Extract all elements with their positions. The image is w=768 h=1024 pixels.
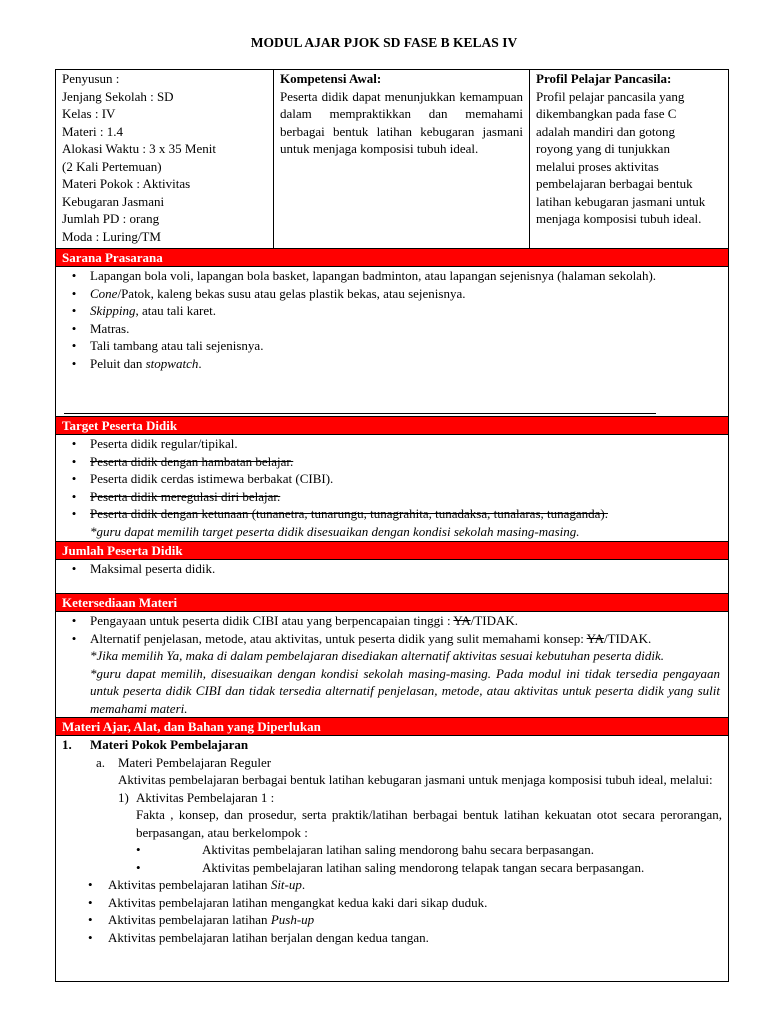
kompetensi-heading: Kompetensi Awal: [280, 71, 382, 86]
aktivitas-1-heading: 1) Aktivitas Pembelajaran 1 : [118, 789, 275, 805]
penyusun: Penyusun : [62, 71, 120, 86]
list-item: • Aktivitas pembelajaran latihan saling mendorong telapak tangan secara berpasangan. [136, 859, 645, 875]
sarana-body [56, 267, 728, 417]
materi-body [56, 736, 728, 946]
profil-line: pembelajaran berbagai bentuk [536, 176, 693, 191]
bullet-icon: • [71, 453, 77, 469]
identity-cell [56, 70, 274, 248]
ketersediaan-body [56, 612, 728, 718]
bullet-icon: • [71, 488, 77, 504]
profil-line: adalah mandiri dan gotong [536, 123, 675, 139]
list-item: • Pengayaan untuk peserta didik CIBI atau yang berpencapaian tinggi : YA/TIDAK. [90, 612, 720, 630]
bullet-icon: • [71, 630, 77, 646]
kelas: Kelas : IV [62, 106, 116, 121]
document-title: MODUL AJAR PJOK SD FASE B KELAS IV [250, 35, 518, 50]
list-item: • Maksimal peserta didik. [90, 560, 720, 578]
bullet-icon: • [71, 355, 77, 371]
jumlah-body [56, 560, 728, 594]
list-item: • Cone/Patok, kaleng bekas susu atau gelas plastik bekas, atau sejenisnya. [90, 285, 720, 303]
bullet-icon: • [71, 613, 77, 628]
materi-pokok: Materi Pokok : Aktivitas [62, 176, 191, 191]
profil-line: latihan kebugaran jasmani untuk [536, 193, 706, 209]
list-item: • Peserta didik cerdas istimewa berbakat (CIBI). [90, 470, 720, 488]
jumlah-pd: Jumlah PD : orang [62, 211, 160, 226]
bullet-icon: • [88, 877, 93, 892]
materi-heading: Materi Ajar, Alat, dan Bahan yang Diperlukan [56, 718, 728, 736]
alokasi-waktu: Alokasi Waktu : 3 x 35 Menit [62, 141, 216, 156]
target-note: *guru dapat memilih target peserta didik disesuaikan dengan kondisi sekolah masing-masing. [90, 523, 580, 539]
kompetensi-cell [274, 70, 530, 248]
target-body [56, 435, 728, 542]
bullet-icon: • [71, 436, 77, 451]
materi-number: Materi : 1.4 [62, 123, 124, 139]
list-item: • Peluit dan stopwatch. [90, 355, 720, 373]
list-item: • Aktivitas pembelajaran latihan mengangkat kedua kaki dari sikap duduk. [88, 894, 488, 910]
materi-pokok-cont: Kebugaran Jasmani [62, 193, 165, 209]
jumlah-heading: Jumlah Peserta Didik [56, 542, 728, 560]
bullet-icon: • [136, 842, 141, 857]
bullet-icon: • [71, 506, 77, 521]
list-item: • Alternatif penjelasan, metode, atau aktivitas, untuk peserta didik yang sulit memahami konsep: YA/TIDAK. [90, 630, 720, 648]
profil-line: melalui proses aktivitas [536, 158, 659, 174]
bullet-icon: • [71, 561, 77, 576]
bullet-icon: • [71, 285, 77, 301]
list-item-struck: • Peserta didik meregulasi diri belajar. [90, 488, 720, 506]
materi-reguler-heading: a. Materi Pembelajaran Reguler [96, 754, 272, 770]
bullet-icon: • [136, 859, 141, 875]
module-table [55, 69, 729, 982]
bullet-icon: • [71, 471, 77, 486]
profil-line: royong yang di tunjukkan [536, 141, 670, 156]
info-row [56, 70, 728, 249]
bullet-icon: • [71, 303, 77, 318]
divider [64, 413, 656, 414]
profil-line: dikembangkan pada fase C [536, 106, 677, 121]
list-item: • Aktivitas pembelajaran latihan saling mendorong bahu secara berpasangan. [136, 842, 595, 857]
sarana-heading: Sarana Prasarana [56, 249, 728, 267]
list-item: • Matras. [90, 320, 720, 338]
profil-line: menjaga komposisi tubuh ideal. [536, 211, 702, 226]
target-heading: Target Peserta Didik [56, 417, 728, 435]
list-item: • Tali tambang atau tali sejenisnya. [90, 337, 720, 355]
ketersediaan-heading: Ketersediaan Materi [56, 594, 728, 612]
list-item: • Aktivitas pembelajaran latihan Push-up [88, 912, 315, 927]
ketersediaan-note-1: *Jika memilih Ya, maka di dalam pembelajaran disediakan alternatif aktivitas sesuai kebutuhan peserta didik. [90, 648, 664, 663]
list-item: • Skipping, atau tali karet. [90, 302, 720, 320]
pertemuan: (2 Kali Pertemuan) [62, 158, 162, 174]
kompetensi-text: Peserta didik dapat menunjukkan kemampuan dalam mempraktikkan dan memahami berbagai bentuk latihan kebugaran jasmani untuk menjaga komposisi tubuh ideal. [280, 88, 523, 156]
list-item-struck: • Peserta didik dengan ketunaan (tunanetra, tunarungu, tunagrahita, tunadaksa, tunalaras, tunaganda). [90, 505, 720, 523]
profil-line: Profil pelajar pancasila yang [536, 88, 685, 104]
target-list [71, 435, 720, 523]
bullet-icon: • [88, 929, 93, 945]
profil-cell [530, 70, 728, 248]
aktivitas-1-text: Fakta , konsep, dan prosedur, serta praktik/latihan berbagai bentuk latihan kekuatan otot secara perorangan, berpasangan, atau berkelompok : [136, 807, 722, 840]
bullet-icon: • [71, 320, 77, 336]
bullet-icon: • [88, 912, 93, 927]
profil-heading: Profil Pelajar Pancasila: [536, 71, 672, 86]
list-item: • Peserta didik regular/tipikal. [90, 435, 720, 453]
list-item: • Lapangan bola voli, lapangan bola basket, lapangan badminton, atau lapangan sejenisnya (halaman sekolah). [90, 267, 720, 285]
materi-reguler-text: Aktivitas pembelajaran berbagai bentuk latihan kebugaran jasmani untuk menjaga komposisi tubuh ideal, melalui: [118, 772, 713, 787]
list-item-struck: • Peserta didik dengan hambatan belajar. [90, 453, 720, 471]
list-item: • Aktivitas pembelajaran latihan Sit-up. [88, 877, 306, 892]
bullet-icon: • [71, 338, 77, 353]
moda: Moda : Luring/TM [62, 228, 161, 244]
sarana-list [71, 267, 720, 372]
ketersediaan-note-2: *guru dapat memilih, disesuaikan dengan kondisi sekolah masing-masing. Pada modul ini tidak tersedia pengayaan untuk peserta didik CIBI dan tidak tersedia alternatif penjelasan, metode, atau aktivitas untuk peserta didik yang sulit memahami materi. [90, 665, 720, 716]
materi-pokok-heading: 1. Materi Pokok Pembelajaran [62, 737, 249, 752]
bullet-icon: • [71, 268, 77, 283]
jenjang-sekolah: Jenjang Sekolah : SD [62, 88, 174, 104]
bullet-icon: • [88, 894, 93, 910]
list-item: • Aktivitas pembelajaran latihan berjalan dengan kedua tangan. [88, 929, 429, 945]
